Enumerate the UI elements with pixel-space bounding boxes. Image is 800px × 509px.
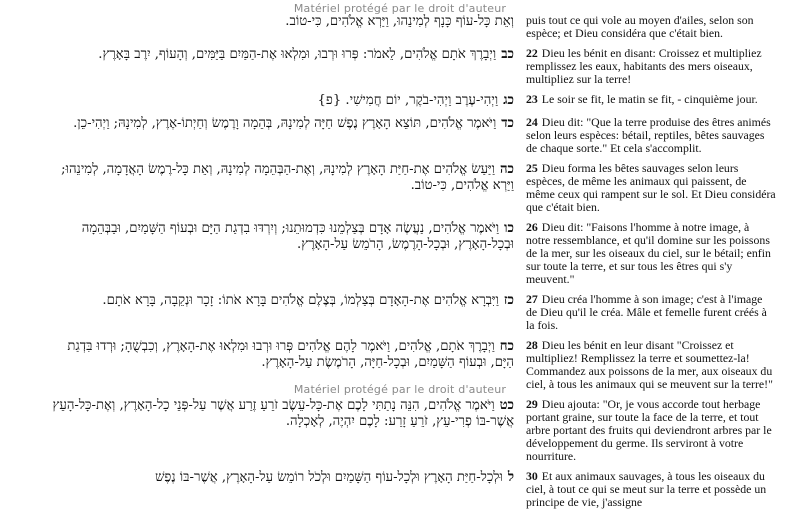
hebrew-verse: [44, 116, 514, 132]
hebrew-verse: [44, 470, 514, 486]
hebrew-verse-text: וַיֹּאמֶר אֱלֹהִים, תּוֹצֵא הָאָרֶץ נֶפֶשׁ חַיָּה לְמִינָהּ, בְּהֵמָה וָרֶמֶשׂ וְחַיְתוֹ-אֶרֶץ, לְמִינָהּ; וַיְהִי-כֵן.: [73, 116, 497, 131]
french-verse: [526, 162, 776, 214]
french-verse-text: Dieu les bénit en disant: Croissez et multipliez remplissez les eaux, habitants des mers oiseaux, multipliez sur la terre!: [526, 46, 762, 86]
hebrew-verse: [44, 293, 514, 309]
hebrew-verse-number: כד: [501, 116, 514, 131]
hebrew-verse-number: כה: [499, 162, 514, 177]
french-verse-number: 22: [526, 46, 538, 60]
hebrew-verse-text: וַיֹּאמֶר אֱלֹהִים, הִנֵּה נָתַתִּי לָכֶם אֶת-כָּל-עֵשֶׂב זֹרֵעַ זֶרַע אֲשֶׁר עַל-פְּנֵי כָל-הָאָרֶץ, וְאֶת-כָּל-הָעֵץ אֲשֶׁר-בּוֹ פְרִי-עֵץ, זֹרֵעַ זָרַע: לָכֶם יִהְיֶה, לְאָכְלָה.: [52, 398, 514, 429]
french-verse: [526, 398, 776, 463]
hebrew-verse-text: וַיֹּאמֶר אֱלֹהִים, נַעֲשֶׂה אָדָם בְּצַלְמֵנוּ כִּדְמוּתֵנוּ; וְיִרְדּוּ בִדְגַת הַיָּם וּבְעוֹף הַשָּׁמַיִם, וּבַבְּהֵמָה וּבְכָל-הָאָרֶץ, וּבְכָל-הָרֶמֶשׂ, הָרֹמֵשׂ עַל-הָאָרֶץ.: [81, 221, 514, 252]
french-verse-number: 23: [526, 92, 538, 106]
hebrew-verse-number: כג: [503, 93, 514, 108]
hebrew-verse-text: וְאֵת כָּל-עוֹף כָּנָף לְמִינֵהוּ, וַיַּרְא אֱלֹהִים, כִּי-טוֹב.: [285, 14, 514, 29]
french-verse-number: 27: [526, 292, 538, 306]
french-verse-text: Dieu ajouta: "Or, je vous accorde tout herbage portant graine, sur toute la face de la terre, et tout arbre portant des fruits qui deviendront arbres par le développement du germe. Ils serviront à votre nourriture.: [526, 397, 772, 463]
hebrew-verse: [44, 339, 514, 370]
french-verse-number: 28: [526, 338, 538, 352]
copyright-watermark-bottom: Matériel protégé par le droit d'auteur: [293, 383, 507, 396]
french-verse-text: Dieu forma les bêtes sauvages selon leurs espèces, de même les animaux qui paissent, de même ceux qui rampent sur le sol. Et Dieu considéra que c'était bien.: [526, 161, 776, 214]
hebrew-verse: [44, 14, 514, 30]
hebrew-verse-number: כז: [503, 293, 514, 308]
french-verse-text: Le soir se fit, le matin se fit, - cinquième jour.: [541, 92, 758, 106]
french-verse: [526, 47, 776, 86]
hebrew-verse-text: וַיְהִי-עֶרֶב וַיְהִי-בֹקֶר, יוֹם חֲמִישִׁי. {פ}: [317, 93, 499, 108]
hebrew-verse: [44, 221, 514, 252]
hebrew-verse: [44, 398, 514, 429]
french-verse-number: 29: [526, 397, 538, 411]
french-verse-number: 24: [526, 115, 538, 129]
french-verse: [526, 221, 776, 286]
french-verse-text: Dieu dit: "Que la terre produise des êtres animés selon leurs espèces: bétail, reptiles, bêtes sauvages de chaque sorte." Et cela s'accomplit.: [526, 115, 771, 155]
french-verse: [526, 116, 776, 155]
hebrew-verse-number: כח: [499, 339, 514, 354]
hebrew-verse: [44, 162, 514, 193]
french-verse-number: 30: [526, 469, 538, 483]
french-verse-text: Dieu dit: "Faisons l'homme à notre image, à notre ressemblance, et qu'il domine sur les poissons de la mer, sur les oiseaux du ciel, sur le bétail; enfin sur toute la terre, et sur tous les êtres qui s'y meuvent.": [526, 220, 771, 286]
hebrew-verse-number: כב: [501, 47, 514, 62]
french-verse-text: Dieu créa l'homme à son image; c'est à l'image de Dieu qu'il le créa. Mâle et femelle furent créés à la fois.: [526, 292, 767, 332]
hebrew-verse-text: וַיְבָרֶךְ אֹתָם אֱלֹהִים, לֵאמֹר: פְּרוּ וּרְבוּ, וּמִלְאוּ אֶת-הַמַּיִם בַּיַּמִּים, וְהָעוֹף, יִרֶב בָּאָרֶץ.: [98, 47, 497, 62]
hebrew-verse-number: ל: [507, 470, 514, 485]
copyright-watermark-top: Matériel protégé par le droit d'auteur: [293, 2, 507, 15]
french-verse: [526, 470, 776, 509]
hebrew-verse-text: וַיַּעַשׂ אֱלֹהִים אֶת-חַיַּת הָאָרֶץ לְמִינָהּ, וְאֶת-הַבְּהֵמָה לְמִינָהּ, וְאֵת כָּל-רֶמֶשׂ הָאֲדָמָה, לְמִינֵהוּ; וַיַּרְא אֱלֹהִים, כִּי-טוֹב.: [61, 162, 514, 193]
french-verse-number: 25: [526, 161, 538, 175]
french-verse-text: Dieu les bénit en leur disant "Croissez et multipliez! Remplissez la terre et soumettez-la! Commandez aux poissons de la mer, aux oiseaux du ciel, à tous les animaux qui se meuvent sur la terre!": [526, 338, 773, 391]
french-verse-number: 26: [526, 220, 538, 234]
french-verse: [526, 93, 776, 106]
french-verse-text: puis tout ce qui vole au moyen d'ailes, selon son espèce; et Dieu considéra que c'était bien.: [526, 13, 754, 40]
french-verse: [526, 14, 776, 40]
hebrew-verse-text: וּלְכָל-חַיַּת הָאָרֶץ וּלְכָל-עוֹף הַשָּׁמַיִם וּלְכֹל רוֹמֵשׂ עַל-הָאָרֶץ, אֲשֶׁר-בּוֹ נֶפֶשׁ: [155, 470, 503, 485]
hebrew-verse-text: וַיִּבְרָא אֱלֹהִים אֶת-הָאָדָם בְּצַלְמוֹ, בְּצֶלֶם אֱלֹהִים בָּרָא אֹתוֹ: זָכָר וּנְקֵבָה, בָּרָא אֹתָם.: [102, 293, 499, 308]
hebrew-verse: [44, 47, 514, 63]
hebrew-verse-number: כו: [504, 221, 514, 236]
hebrew-verse: [44, 93, 514, 109]
french-verse-text: Et aux animaux sauvages, à tous les oiseaux du ciel, à tout ce qui se meut sur la terre et possède un principe de vie, j'assigne: [526, 469, 767, 509]
hebrew-verse-text: וַיְבָרֶךְ אֹתָם, אֱלֹהִים, וַיֹּאמֶר לָהֶם אֱלֹהִים פְּרוּ וּרְבוּ וּמִלְאוּ אֶת-הָאָרֶץ, וְכִבְשֻׁהָ; וּרְדוּ בִּדְגַת הַיָּם, וּבְעוֹף הַשָּׁמַיִם, וּבְכָל-חַיָּה, הָרֹמֶשֶׂת עַל-הָאָרֶץ.: [67, 339, 514, 370]
french-verse: [526, 293, 776, 332]
hebrew-verse-number: כט: [499, 398, 514, 413]
